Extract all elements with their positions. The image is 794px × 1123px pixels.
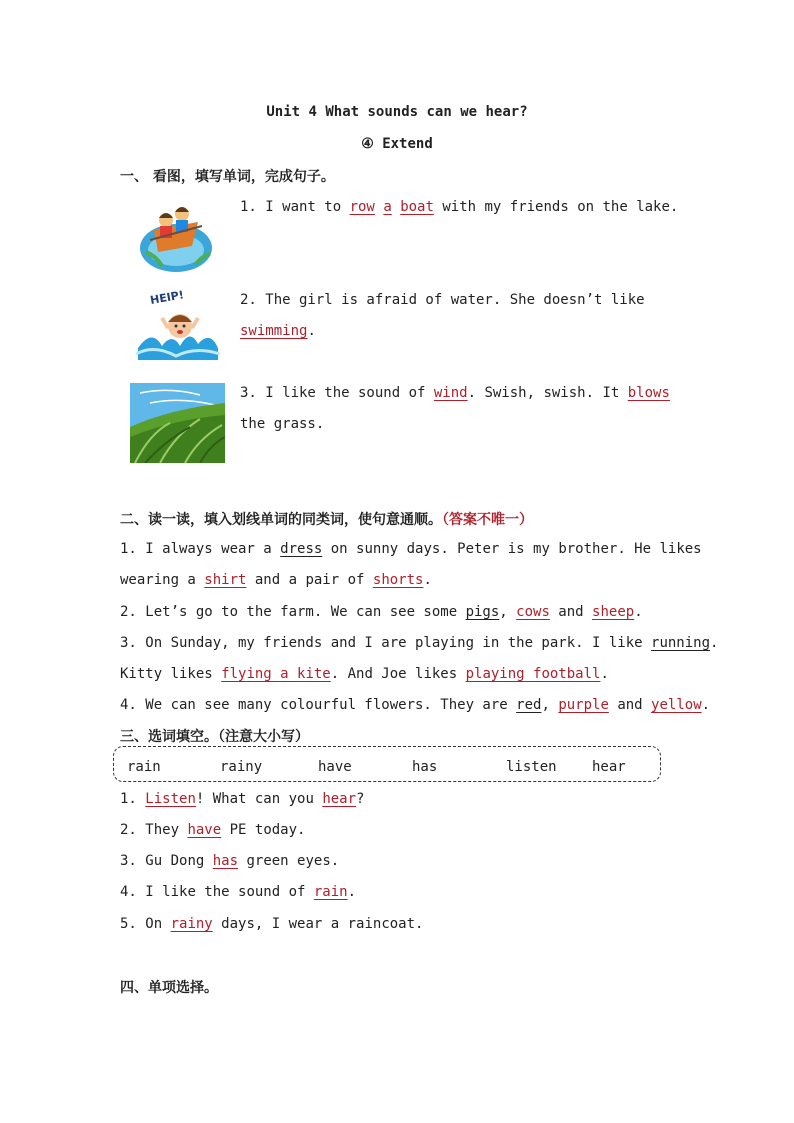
s3-q3 [120, 853, 339, 869]
word-bank-word: have [318, 759, 352, 775]
answer: cows [516, 604, 550, 620]
swimming-girl-picture [132, 288, 222, 368]
s3-text: green eyes. [238, 853, 340, 869]
word-bank-word: has [412, 759, 438, 775]
s1-q2-line2 [240, 323, 316, 339]
section4-heading: 四、单项选择。 [120, 980, 218, 996]
underlined-word: red [516, 697, 542, 713]
s2-text: , [499, 604, 517, 620]
s1-q3-line1 [240, 385, 670, 401]
s2-q4 [120, 697, 710, 713]
s2-q2 [120, 604, 643, 620]
word-bank-box [113, 746, 661, 782]
s2-q3-line1 [120, 635, 718, 651]
section2-note: （答案不唯一） [442, 512, 533, 528]
s2-text: and [549, 604, 593, 620]
s1-q1 [240, 199, 678, 215]
s3-text: PE today. [221, 822, 306, 838]
answer: rain [313, 884, 348, 900]
answer: a [383, 199, 392, 215]
s3-text: They [145, 822, 188, 838]
s3-q2 [120, 822, 305, 838]
question-number: 4. [120, 884, 146, 900]
s3-text: Gu Dong [145, 853, 213, 869]
answer: has [212, 853, 239, 869]
answer: flying a kite [221, 666, 331, 682]
s1-q3-line2: the grass. [240, 416, 325, 432]
s2-text: and a pair of [246, 572, 373, 588]
s2-text: . And Joe likes [330, 666, 466, 682]
s3-text: ? [356, 791, 365, 807]
section3-heading: 三、选词填空。（注意大小写） [120, 729, 309, 745]
s1-q3-text: 3. I like the sound of [240, 385, 434, 401]
answer: wind [433, 385, 468, 401]
answer: purple [558, 697, 609, 713]
s2-text: . [634, 604, 643, 620]
s1-q1-text: 1. I want to [240, 199, 350, 215]
underlined-word: running [651, 635, 711, 651]
word-bank-word: rain [127, 759, 161, 775]
s2-text: wearing a [120, 572, 205, 588]
answer: playing football [465, 666, 601, 682]
answer: rainy [170, 916, 213, 932]
s3-q5 [120, 916, 423, 932]
s2-text: , [541, 697, 559, 713]
s2-text: 2. Let’s go to the farm. We can see some [120, 604, 466, 620]
windy-grass-picture [130, 383, 225, 463]
section1-heading: 一、 看图，填写单词，完成句子。 [120, 169, 335, 185]
s3-q1 [120, 791, 364, 807]
s2-text: . [423, 572, 432, 588]
s3-text: . [347, 884, 357, 900]
s2-text: 1. I always wear a [120, 541, 281, 557]
answer: shirt [204, 572, 247, 588]
s2-text: . [600, 666, 609, 682]
s2-text: and [608, 697, 652, 713]
s1-q3-text: . Swish, swish. It [467, 385, 628, 401]
answer: blows [627, 385, 670, 401]
answer: hear [322, 791, 357, 807]
s1-q2-text: . [307, 323, 316, 339]
s3-q4 [120, 884, 356, 900]
section2-heading [120, 509, 533, 529]
s2-q3-line2 [120, 666, 609, 682]
s2-text: 4. We can see many colourful flowers. They are [120, 697, 517, 713]
underlined-word: dress [280, 541, 323, 557]
s1-q2-line1: 2. The girl is afraid of water. She doesn’t like [240, 292, 645, 308]
s2-text: Kitty likes [120, 666, 222, 682]
section2-heading-text: 二、读一读，填入划线单词的同类词，使句意通顺。 [120, 512, 442, 528]
s3-text: days, I wear a raincoat. [212, 916, 424, 932]
answer: sheep [592, 604, 635, 620]
s2-text: 3. On Sunday, my friends and I are playing in the park. I like [120, 635, 652, 651]
word-bank-word: listen [506, 759, 557, 775]
question-number: 1. [120, 791, 146, 807]
s1-q1-text: with my friends on the lake. [433, 199, 679, 215]
s3-text: I like the sound of [145, 884, 314, 900]
s1-q1-text [392, 199, 400, 215]
word-bank-word: rainy [220, 759, 263, 775]
answer: row [349, 199, 375, 215]
s2-q1-line1 [120, 541, 702, 557]
s2-q1-line2 [120, 572, 432, 588]
answer: swimming [240, 323, 308, 339]
page-subtitle: ④ Extend [361, 136, 433, 152]
answer: yellow [651, 697, 702, 713]
question-number: 2. [120, 822, 146, 838]
answer: shorts [372, 572, 424, 588]
page-title: Unit 4 What sounds can we hear? [266, 104, 528, 120]
boat-picture [136, 196, 214, 276]
s2-text: . [710, 635, 719, 651]
word-bank-word: hear [592, 759, 626, 775]
underlined-word: pigs [465, 604, 500, 620]
question-number: 3. [120, 853, 146, 869]
answer: have [187, 822, 222, 838]
answer: Listen [145, 791, 196, 807]
s3-text: ! What can you [195, 791, 323, 807]
help-text: HEIP! [149, 288, 185, 307]
s2-text: . [701, 697, 711, 713]
s3-text: On [145, 916, 171, 932]
answer: boat [400, 199, 434, 215]
question-number: 5. [120, 916, 146, 932]
s2-text: on sunny days. Peter is my brother. He likes [322, 541, 702, 557]
